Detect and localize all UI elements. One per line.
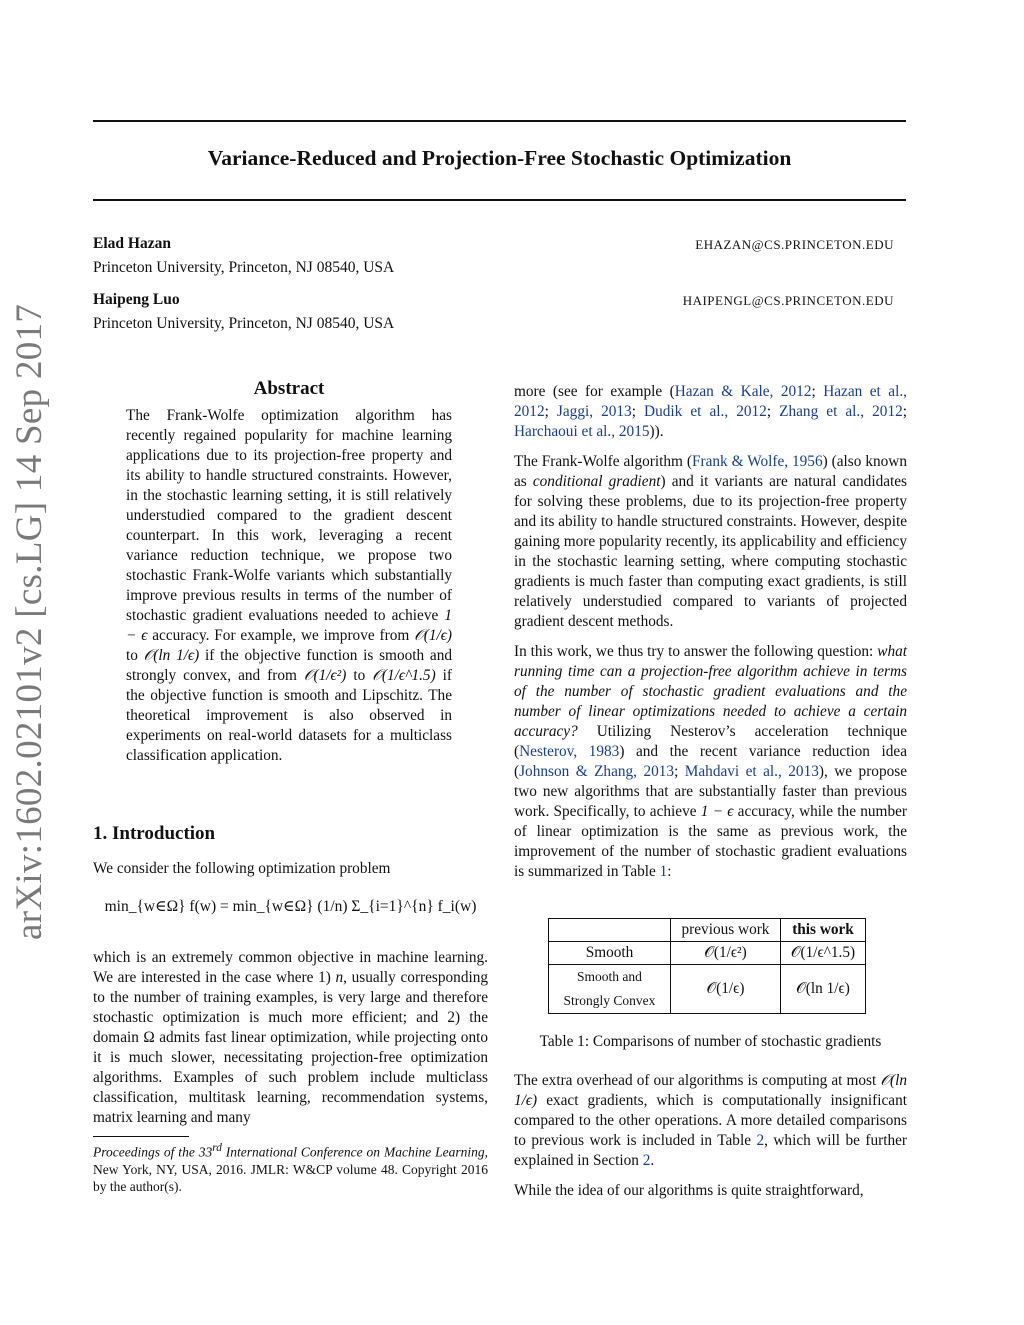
- title-bottom-rule: [93, 199, 906, 201]
- citation-link[interactable]: Jaggi, 2013: [556, 403, 632, 420]
- table-cell: 𝒪(ln 1/ϵ): [781, 965, 866, 1014]
- author-affiliation-2: Princeton University, Princeton, NJ 08540, USA: [93, 315, 395, 332]
- author-name-2: Haipeng Luo: [93, 291, 180, 308]
- intro-paragraph-2-block: [93, 948, 488, 1128]
- intro-paragraph-1: We consider the following optimization problem: [93, 860, 391, 877]
- table-cell: 𝒪(1/ϵ): [671, 965, 781, 1014]
- comparison-table: [548, 918, 866, 1014]
- author-email-1[interactable]: EHAZAN@CS.PRINCETON.EDU: [695, 237, 894, 252]
- citation-link[interactable]: Frank & Wolfe, 1956: [692, 453, 823, 470]
- section-ref-link[interactable]: 2: [642, 1152, 651, 1169]
- intro-paragraph-2: which is an extremely common objective in machine learning. We are interested in the case where 1) n, usually corresponding to the number of training examples, is very large and therefore stochastic optimization is much more efficient; and 2) the domain Ω admits fast linear optimization, while projecting onto it is much slower, necessitating projection-free optimization algorithms. Examples of such problem include multiclass classification, multitask learning, recommendation systems, matrix learning and many: [93, 949, 489, 1126]
- citation-link[interactable]: Hazan & Kale, 2012: [674, 383, 812, 400]
- math-o-ln-1-over-eps: 𝒪(ln 1/ϵ): [143, 647, 200, 664]
- footnote-rule: [93, 1136, 189, 1137]
- table-cell: 𝒪(1/ϵ²): [671, 942, 781, 965]
- right-paragraph-0: more (see for example (Hazan & Kale, 2012; Hazan et al., 2012; Jaggi, 2013; Dudik et al., 2012; Zhang et al., 2012; Harchaoui et al., 2015)).: [514, 383, 907, 440]
- author-affiliation-1: Princeton University, Princeton, NJ 08540, USA: [93, 259, 395, 276]
- abstract-text: The Frank-Wolfe optimization algorithm has recently regained popularity for machine learning applications due to its projection-free property and its ability to handle structured constraints. However, in the stochastic learning setting, it is still relatively understudied compared to the gradient descent counterpart. In this work, leveraging a recent variance reduction technique, we propose two stochastic Frank-Wolfe variants which substantially improve previous results in terms of the number of stochastic gradient evaluations needed to achieve 1 − ϵ accuracy. For example, we improve from 𝒪(1/ϵ) to 𝒪(ln 1/ϵ) if the objective function is smooth and strongly convex, and from 𝒪(1/ϵ²) to 𝒪(1/ϵ^1.5) if the objective function is smooth and Lipschitz. The theoretical improvement is also observed in experiments on real-world datasets for a multiclass classification application.: [126, 407, 453, 764]
- math-o-1-over-eps: 𝒪(1/ϵ): [414, 627, 453, 644]
- intro-section: [93, 823, 488, 879]
- right-column: [514, 382, 907, 882]
- right-paragraph-2: In this work, we thus try to answer the following question: what running time can a projection-free algorithm achieve in terms of the number of stochastic gradient evaluations and the number of linear optimizations needed to achieve a certain accuracy? Utilizing Nesterov’s acceleration technique (Nesterov, 1983) and the recent variance reduction idea (Johnson & Zhang, 2013; Mahdavi et al., 2013), we propose two new algorithms that are substantially faster than previous work. Specifically, to achieve 1 − ϵ accuracy, while the number of linear optimization is the same as previous work, the improvement of the number of stochastic gradient evaluations is summarized in Table 1:: [514, 643, 908, 880]
- citation-link[interactable]: Zhang et al., 2012: [779, 403, 903, 420]
- abstract: [126, 378, 452, 766]
- arxiv-stamp: arXiv:1602.02101v2 [cs.LG] 14 Sep 2017: [9, 303, 50, 940]
- right-paragraph-4: While the idea of our algorithms is quite straightforward,: [514, 1182, 864, 1199]
- table-row: [549, 965, 866, 1014]
- right-paragraph-3: The extra overhead of our algorithms is computing at most 𝒪(ln 1/ϵ) exact gradients, which is computationally insignificant compared to the other operations. A more detailed comparisons to previous work is included in Table 2, which will be further explained in Section 2.: [514, 1072, 907, 1169]
- right-column-lower: [514, 1071, 907, 1201]
- table-cell: Smooth: [549, 942, 671, 965]
- table-caption: Table 1: Comparisons of number of stochastic gradients: [539, 1033, 882, 1050]
- paper-title: Variance-Reduced and Projection-Free Stochastic Optimization: [207, 146, 792, 170]
- table-cell: 𝒪(1/ϵ^1.5): [781, 942, 866, 965]
- table-row: [549, 942, 866, 965]
- citation-link[interactable]: Dudik et al., 2012: [644, 403, 767, 420]
- table-cell: Smooth and Strongly Convex: [549, 965, 671, 1014]
- table-ref-link[interactable]: 2: [756, 1132, 765, 1149]
- math-o-1-over-eps2: 𝒪(1/ϵ²): [303, 667, 347, 684]
- right-paragraph-1: The Frank-Wolfe algorithm (Frank & Wolfe, 1956) (also known as conditional gradient) and it variants are natural candidates for solving these problems, due to its projection-free property and its ability to handle structured constraints. However, despite gaining more popularity recently, its applicability and efficiency in the stochastic learning setting, where computing stochastic gradients is much faster than computing exact gradients, is still relatively understudied compared to variants of projected gradient descent methods.: [514, 453, 907, 630]
- table-header-cell: this work: [781, 919, 866, 942]
- author-name-1: Elad Hazan: [93, 235, 171, 252]
- citation-link[interactable]: Mahdavi et al., 2013: [684, 763, 819, 780]
- intro-heading: 1. Introduction: [93, 823, 216, 844]
- citation-link[interactable]: Nesterov, 1983: [519, 743, 620, 760]
- table-header-row: [549, 919, 866, 942]
- math-o-1-over-eps15: 𝒪(1/ϵ^1.5): [372, 667, 436, 684]
- citation-link[interactable]: Johnson & Zhang, 2013: [519, 763, 675, 780]
- citation-link[interactable]: Harchaoui et al., 2015: [514, 423, 650, 440]
- abstract-heading: Abstract: [253, 378, 325, 399]
- footnote: Proceedings of the 33rd International Conference on Machine Learning, New York, NY, USA, 2016. JMLR: W&CP volume 48. Copyright 2016 by the author(s).: [93, 1142, 488, 1194]
- table-header-cell: previous work: [671, 919, 781, 942]
- citation-link[interactable]: Hazan et al., 2012: [514, 383, 907, 420]
- table-header-cell: [549, 919, 671, 942]
- optimization-equation: min_{w∈Ω} f(w) = min_{w∈Ω} (1/n) Σ_{i=1}^{n} f_i(w): [104, 898, 477, 915]
- top-rule: [93, 120, 906, 122]
- author-email-2[interactable]: HAIPENGL@CS.PRINCETON.EDU: [682, 293, 894, 308]
- table-ref-link[interactable]: 1: [659, 863, 668, 880]
